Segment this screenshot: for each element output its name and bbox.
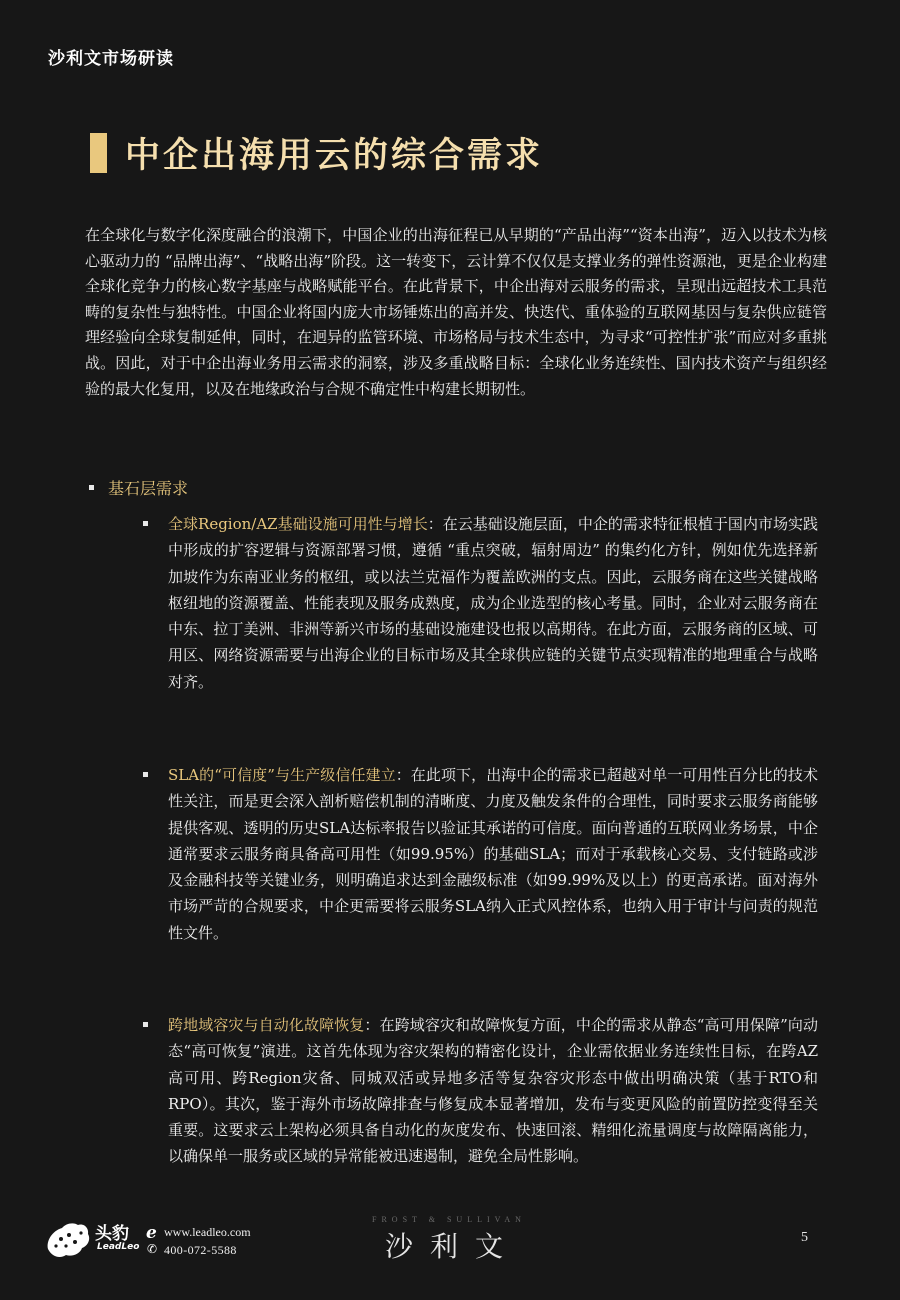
list-item-body: ：在跨域容灾和故障恢复方面，中企的需求从静态“高可用保障”向动态“高可恢复”演进。这首先体现为容灾架构的精密化设计，企业需依据业务连续性目标，在跨AZ高可用、跨Region灾备、同城双活或异地多活等复杂容灾形态中做出明确决策（基于RTO和RPO）。其次，鉴于海外市场故障排查与修复成本显著增加，发布与变更风险的前置防控变得至关重要。这要求云上架构必须具备自动化的灰度发布、快速回滚、精细化流量调度与故障隔离能力，以确保单一服务或区域的异常能被迅速遏制，避免全局性影响。 [168,1016,818,1166]
page-number: 5 [801,1230,808,1245]
logo-text-en: LeadLeo [97,1242,140,1252]
square-bullet-icon [143,772,148,777]
list-item-body: ：在云基础设施层面，中企的需求特征根植于国内市场实践中形成的扩容逻辑与资源部署习惯，遵循 “重点突破，辐射周边” 的集约化方针，例如优先选择新加坡作为东南亚业务的枢纽，或以法兰克福作为覆盖欧洲的支点。因此，云服务商在这些关键战略枢纽地的资源覆盖、性能表现及服务成熟度，成为企业选型的核心考量。同时，企业对云服务商在中东、拉丁美洲、非洲等新兴市场的基础设施建设也报以高期待。在此方面，云服务商的区域、可用区、网络资源需要与出海企业的目标市场及其全球供应链的关键节点实现精准的地理重合与战略对齐。 [168,515,818,691]
square-bullet-icon [143,521,148,526]
square-bullet-icon [143,1022,148,1027]
title-accent-bar [90,133,107,173]
list-item [143,511,818,695]
list-item-text [168,511,818,695]
page-title [90,128,543,178]
list-item-text [168,1012,818,1170]
partner-logo-cn: 沙利文 [385,1230,521,1263]
partner-logo-en: FROST & SULLIVAN [372,1215,526,1224]
list-item-heading: 全球Region/AZ基础设施可用性与增长 [168,515,428,533]
page-footer [0,1205,900,1275]
e-logo-icon: e [146,1223,157,1243]
phone-icon: ✆ [147,1242,158,1256]
leopard-logo-icon [44,1219,92,1261]
header-brand: 沙利文市场研读 [48,49,174,69]
phone-number: 400-072-5588 [164,1243,237,1257]
page-title-text: 中企出海用云的综合需求 [125,135,544,176]
list-item-body: ：在此项下，出海中企的需求已超越对单一可用性百分比的技术性关注，而是更会深入剖析赔偿机制的清晰度、力度及触发条件的合理性，同时要求云服务商能够提供客观、透明的历史SLA达标率报告以验证其承诺的可信度。面向普通的互联网业务场景，中企通常要求云服务商具备高可用性（如99.95%）的基础SLA；而对于承载核心交易、支付链路或涉及金融科技等关键业务，则明确追求达到金融级标准（如99.99%及以上）的更高承诺。面对海外市场严苛的合规要求，中企更需要将云服务SLA纳入正式风控体系，也纳入用于审计与问责的规范性文件。 [168,766,818,942]
logo-text-cn: 头豹 [95,1224,129,1244]
section-label: 基石层需求 [108,479,189,498]
list-item-text [168,762,818,946]
list-item [143,1012,818,1170]
intro-paragraph: 在全球化与数字化深度融合的浪潮下，中国企业的出海征程已从早期的“产品出海”“资本出海”，迈入以技术为核心驱动力的 “品牌出海”、“战略出海”阶段。这一转变下，云计算不仅仅是支撑业务的弹性资源池，更是企业构建全球化竞争力的核心数字基座与战略赋能平台。在此背景下，中企出海对云服务的需求，呈现出远超技术工具范畴的复杂性与独特性。中国企业将国内庞大市场锤炼出的高并发、快迭代、重体验的互联网基因与复杂供应链管理经验向全球复制延伸，同时，在迥异的监管环境、市场格局与技术生态中，为寻求“可控性扩张”而应对多重挑战。因此，对于中企出海业务用云需求的洞察，涉及多重战略目标：全球化业务连续性、国内技术资产与组织经验的最大化复用，以及在地缘政治与合规不确定性中构建长期韧性。 [85,226,827,398]
website-text: www.leadleo.com [164,1225,251,1239]
list-item [143,762,818,946]
list-item-heading: SLA的“可信度”与生产级信任建立 [168,766,396,784]
section-heading [89,476,188,499]
list-item-heading: 跨地域容灾与自动化故障恢复 [168,1016,365,1034]
square-bullet-icon [89,485,94,490]
